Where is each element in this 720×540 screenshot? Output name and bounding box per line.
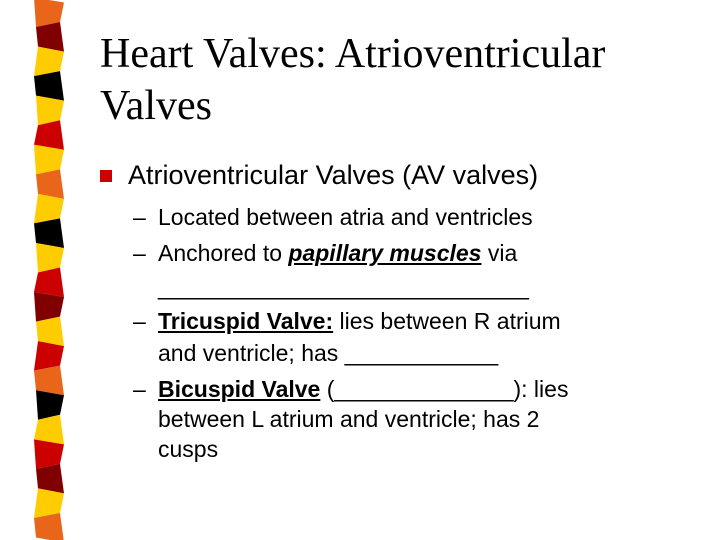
bicuspid-continuation-1: between L atrium and ventricle; has 2: [158, 406, 540, 432]
sub-bullet-text: via: [481, 240, 518, 266]
blank-line: _____________________________: [158, 274, 529, 300]
sub-bullet-located: [133, 200, 693, 234]
term-tricuspid-valve: Tricuspid Valve:: [158, 308, 334, 334]
dash: –: [133, 376, 146, 402]
sub-bullet-text: Anchored to: [158, 240, 289, 266]
dash: –: [133, 240, 146, 266]
tricuspid-continuation: and ventricle; has ____________: [158, 340, 499, 366]
sub-bullet-bicuspid: [133, 372, 693, 406]
sub-bullet-text: lies between R atrium: [333, 308, 561, 334]
term-bicuspid-valve: Bicuspid Valve: [158, 376, 321, 402]
bullet-square-icon: [100, 170, 112, 182]
sub-bullet-text: Located between atria and ventricles: [158, 204, 533, 230]
dash: –: [133, 204, 146, 230]
main-bullet: Atrioventricular Valves (AV valves): [128, 160, 539, 190]
title-line-2: Valves: [100, 83, 212, 129]
bicuspid-continuation-2: cusps: [158, 436, 219, 462]
sub-bullet-anchored: [133, 236, 693, 270]
sub-bullet-tricuspid: [133, 304, 693, 338]
title-line-1: Heart Valves: Atrioventricular: [100, 31, 606, 77]
term-papillary-muscles: papillary muscles: [288, 240, 482, 266]
slide-title: [100, 28, 700, 132]
decorative-stripe: [0, 0, 72, 540]
sub-bullet-text: (______________): lies: [320, 376, 569, 402]
dash: –: [133, 308, 146, 334]
